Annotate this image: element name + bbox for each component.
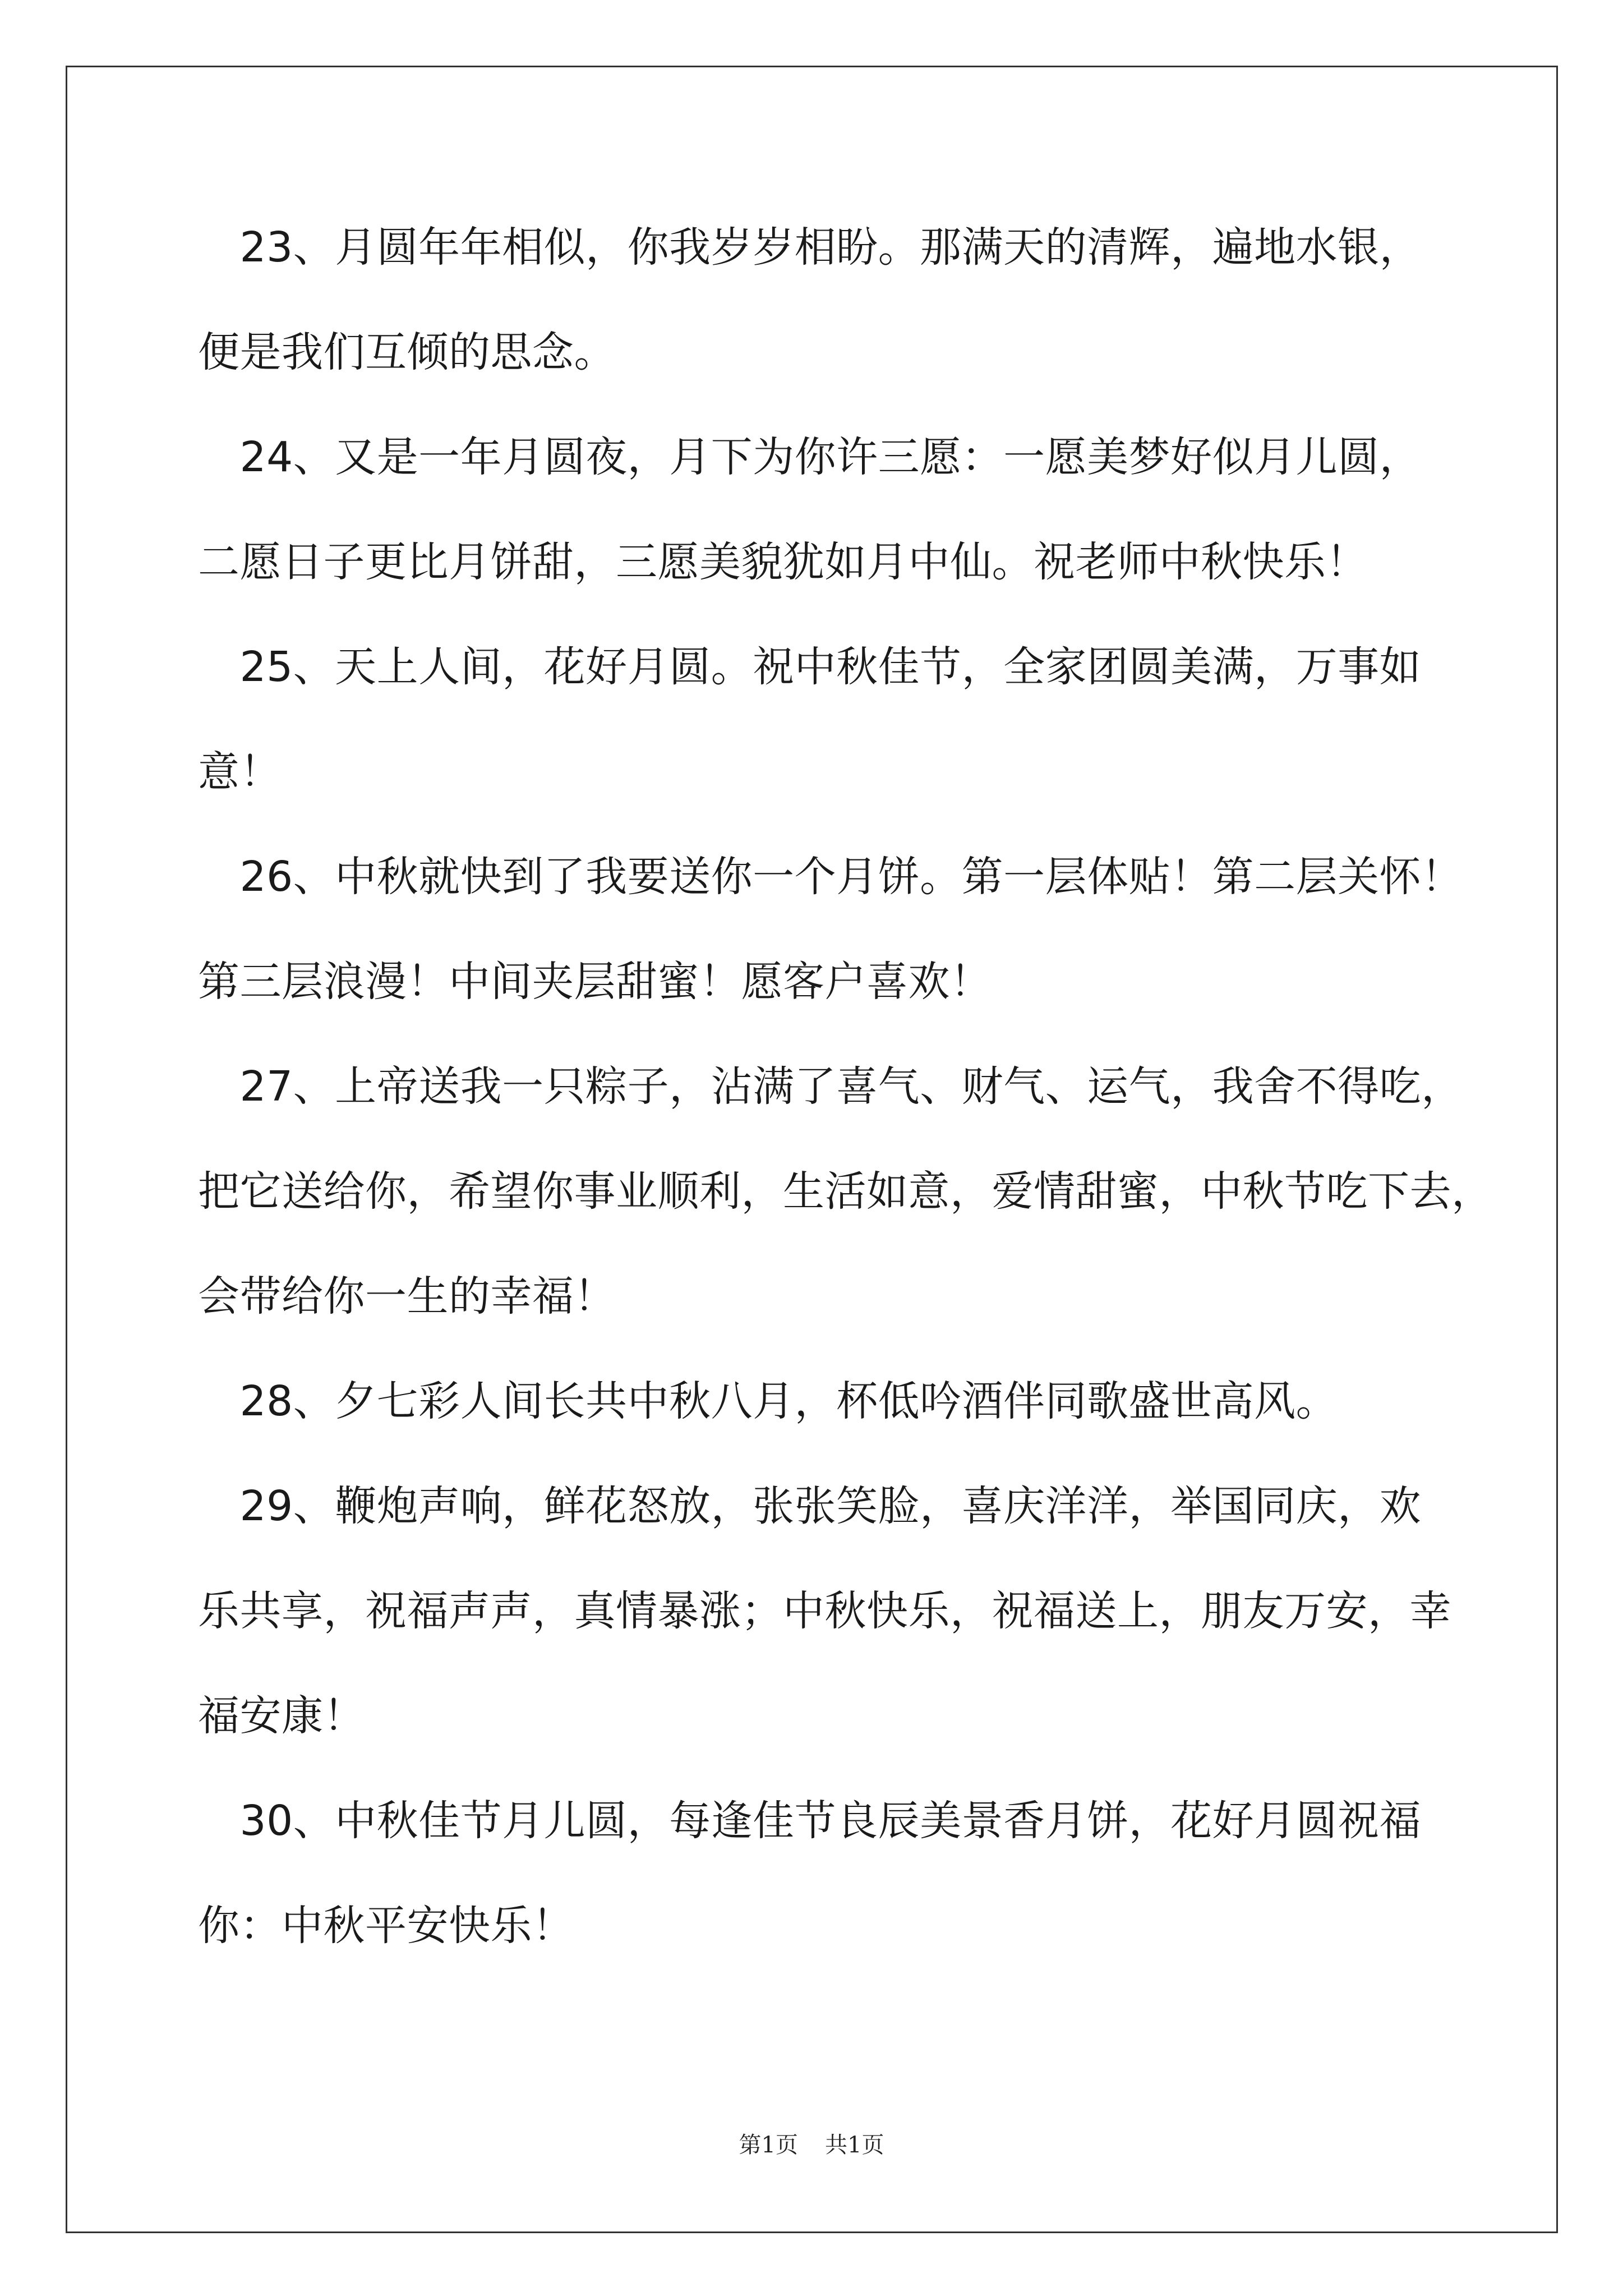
page-total: 共1页 [825, 2132, 884, 2158]
page-footer [0, 2127, 1623, 2159]
text-line: 24、又是一年月圆夜，月下为你许三愿：一愿美梦好似月儿圆， [198, 433, 1422, 481]
text-line: 26、中秋就快到了我要送你一个月饼。第一层体贴！第二层关怀！ [198, 853, 1463, 901]
page-number: 第1页 [739, 2132, 798, 2158]
text-line: 30、中秋佳节月儿圆，每逢佳节良辰美景香月饼，花好月圆祝福 [198, 1797, 1422, 1845]
document-body [198, 222, 1493, 1952]
text-line: 29、鞭炮声响，鲜花怒放，张张笑脸，喜庆洋洋，举国同庆，欢 [198, 1482, 1422, 1530]
text-line: 你：中秋平安快乐！ [198, 1902, 574, 1950]
text-line: 25、天上人间，花好月圆。祝中秋佳节，全家团圆美满，万事如 [198, 643, 1422, 691]
text-line: 意！ [198, 748, 282, 796]
text-line: 28、夕七彩人间长共中秋八月，杯低吟酒伴同歌盛世高风。 [198, 1377, 1338, 1425]
text-line: 把它送给你，希望你事业顺利，生活如意，爱情甜蜜，中秋节吃下去， [198, 1167, 1493, 1216]
text-line: 二愿日子更比月饼甜，三愿美貌犹如月中仙。祝老师中秋快乐！ [198, 538, 1368, 586]
text-line: 乐共享，祝福声声，真情暴涨；中秋快乐，祝福送上，朋友万安，幸 [198, 1587, 1451, 1635]
text-line: 便是我们互倾的思念。 [198, 328, 616, 376]
text-line: 23、月圆年年相似，你我岁岁相盼。那满天的清辉，遍地水银， [198, 223, 1422, 272]
text-line: 福安康！ [198, 1692, 365, 1740]
text-line: 第三层浪漫！中间夹层甜蜜！愿客户喜欢！ [198, 958, 992, 1006]
text-line: 会带给你一生的幸福！ [198, 1272, 616, 1320]
text-line: 27、上帝送我一只粽子，沾满了喜气、财气、运气，我舍不得吃， [198, 1062, 1463, 1111]
